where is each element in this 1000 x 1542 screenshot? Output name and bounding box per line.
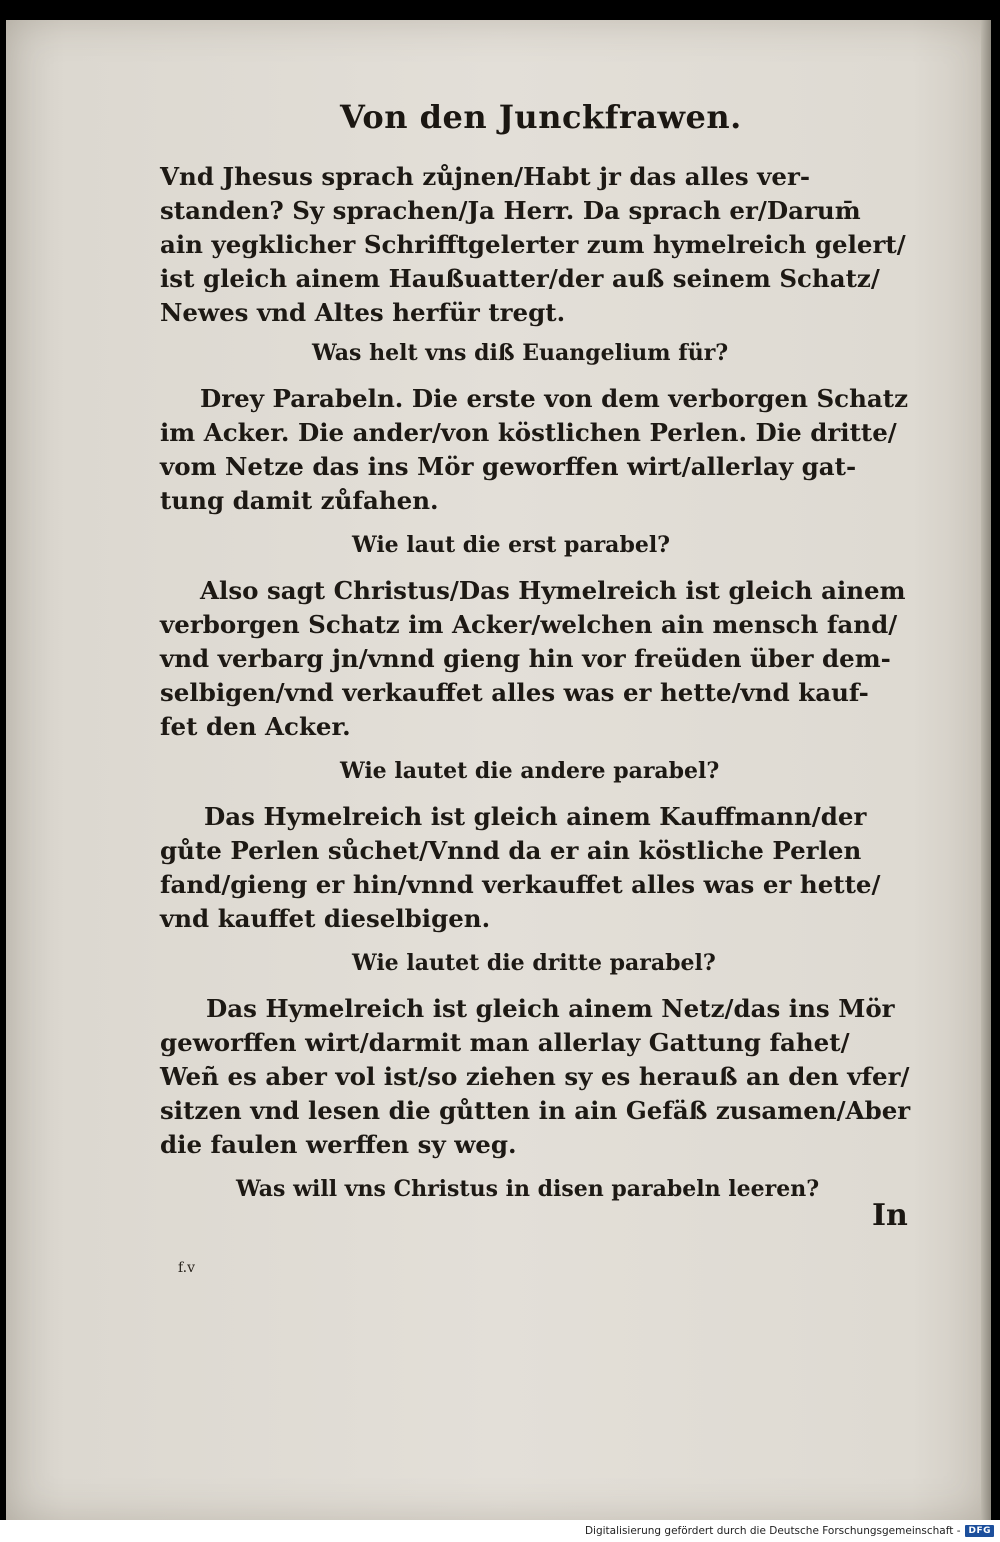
answer-paragraph [204, 800, 920, 834]
text-line: Also sagt Christus/Das Hymelreich ist gleich ainem [200, 576, 906, 605]
text-line: vnd verbarg jn/vnnd gieng hin vor freüden über dem- [160, 644, 891, 673]
answer-paragraph [200, 382, 920, 416]
text-line: Drey Parabeln. Die erste von dem verborgen Schatz [200, 384, 909, 413]
text-line: tung damit zůfahen. [160, 486, 439, 515]
text-line: die faulen werffen sy weg. [160, 1130, 517, 1159]
question-heading: Was helt vns diß Euangelium für? [312, 340, 729, 366]
question-heading: Wie lautet die andere parabel? [340, 758, 720, 784]
text-line: gůte Perlen sůchet/Vnnd da er ain köstliche Perlen [160, 836, 862, 865]
running-header: Von den Junckfrawen. [340, 98, 742, 136]
text-line: Weñ es aber vol ist/so ziehen sy es herauß an den vfer/ [160, 1062, 910, 1091]
text-line: verborgen Schatz im Acker/welchen ain mensch fand/ [160, 610, 898, 639]
answer-paragraph-continued [160, 608, 920, 744]
text-line: sitzen vnd lesen die gůtten in ain Gefäß zusamen/Aber [160, 1096, 911, 1125]
answer-paragraph-continued [160, 1026, 920, 1162]
text-line: im Acker. Die ander/von köstlichen Perlen. Die dritte/ [160, 418, 897, 447]
footer-bar [0, 1520, 1000, 1542]
answer-paragraph [200, 574, 920, 608]
opening-paragraph [160, 160, 920, 330]
page-edge [981, 20, 991, 1520]
answer-paragraph-continued [160, 416, 920, 518]
text-line: fet den Acker. [160, 712, 351, 741]
answer-paragraph [206, 992, 920, 1026]
text-line: ist gleich ainem Haußuatter/der auß seinem Schatz/ [160, 264, 880, 293]
text-line: selbigen/vnd verkauffet alles was er hette/vnd kauf- [160, 678, 869, 707]
text-line: ain yegklicher Schrifftgelerter zum hymelreich gelert/ [160, 230, 906, 259]
catchword: In [872, 1198, 908, 1233]
text-line: Newes vnd Altes herfür tregt. [160, 298, 566, 327]
text-line: Das Hymelreich ist gleich ainem Netz/das ins Mör [206, 994, 895, 1023]
text-line: Das Hymelreich ist gleich ainem Kauffmann/der [204, 802, 867, 831]
funding-notice: Digitalisierung gefördert durch die Deutsche Forschungsgemeinschaft - [584, 1525, 961, 1537]
text-line: standen? Sy sprachen/Ja Herr. Da sprach er/Darum̄ [160, 196, 861, 225]
text-line: fand/gieng er hin/vnnd verkauffet alles was er hette/ [160, 870, 881, 899]
question-heading: Was will vns Christus in disen parabeln leeren? [236, 1176, 820, 1202]
text-line: vom Netze das ins Mör geworffen wirt/allerlay gat- [160, 452, 857, 481]
answer-paragraph-continued [160, 834, 920, 936]
text-line: vnd kauffet dieselbigen. [160, 904, 491, 933]
signature-mark: f.v [178, 1260, 196, 1276]
text-line: geworffen wirt/darmit man allerlay Gattung fahet/ [160, 1028, 850, 1057]
dfg-logo-icon: DFG [965, 1525, 994, 1537]
question-heading: Wie laut die erst parabel? [352, 532, 671, 558]
question-heading: Wie lautet die dritte parabel? [352, 950, 716, 976]
text-line: Vnd Jhesus sprach zůjnen/Habt jr das alles ver- [160, 162, 811, 191]
